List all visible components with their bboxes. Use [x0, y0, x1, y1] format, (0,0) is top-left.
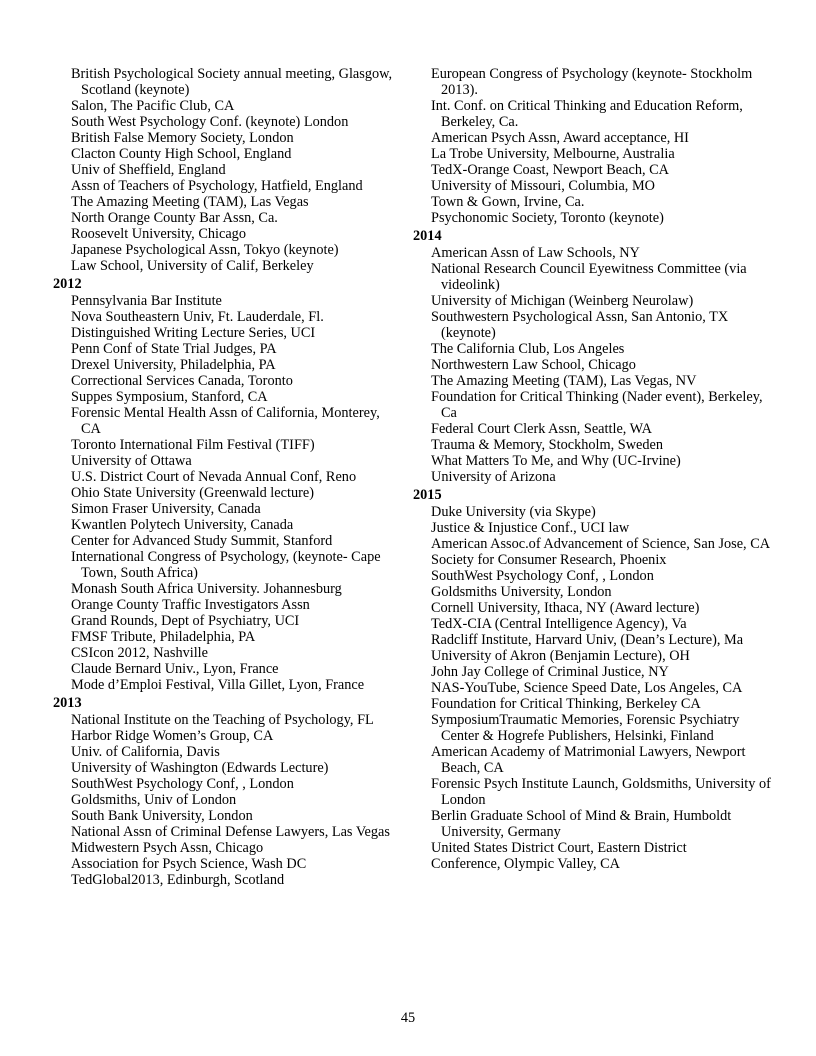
list-item: Clacton County High School, England [71, 146, 292, 162]
list-item: Goldsmiths University, London [431, 584, 612, 600]
list-item: National Assn of Criminal Defense Lawyers, Las Vegas [71, 824, 390, 840]
list-item: British False Memory Society, London [71, 130, 294, 146]
list-item: Psychonomic Society, Toronto (keynote) [431, 210, 664, 226]
list-item: University of Washington (Edwards Lecture) [71, 760, 329, 776]
list-item: What Matters To Me, and Why (UC-Irvine) [431, 453, 681, 469]
list-item: Pennsylvania Bar Institute [71, 293, 222, 309]
list-item: University of Ottawa [71, 453, 192, 469]
right-column [413, 66, 773, 872]
list-item: John Jay College of Criminal Justice, NY [431, 664, 669, 680]
list-item: Duke University (via Skype) [431, 504, 596, 520]
right-pre-list [413, 66, 773, 226]
year-heading-2015: 2015 [413, 487, 442, 503]
list-item: The Amazing Meeting (TAM), Las Vegas [71, 194, 309, 210]
list-item: NAS-YouTube, Science Speed Date, Los Angeles, CA [431, 680, 743, 696]
list-item: Foundation for Critical Thinking (Nader event), Berkeley, Ca [431, 389, 763, 421]
list-item: Japanese Psychological Assn, Tokyo (keynote) [71, 242, 339, 258]
list-item: Forensic Mental Health Assn of California, Monterey, CA [71, 405, 380, 437]
left-pre-list [53, 66, 398, 274]
list-item: La Trobe University, Melbourne, Australia [431, 146, 675, 162]
list-item: Ohio State University (Greenwald lecture) [71, 485, 314, 501]
list-item: FMSF Tribute, Philadelphia, PA [71, 629, 256, 645]
list-item: Northwestern Law School, Chicago [431, 357, 636, 373]
list-item: Claude Bernard Univ., Lyon, France [71, 661, 279, 677]
list-item: Foundation for Critical Thinking, Berkeley CA [431, 696, 701, 712]
list-item: Center for Advanced Study Summit, Stanford [71, 533, 333, 549]
list-item: American Assn of Law Schools, NY [431, 245, 640, 261]
list-item: Southwestern Psychological Assn, San Antonio, TX (keynote) [431, 309, 729, 341]
list-item: Monash South Africa University. Johannesburg [71, 581, 342, 597]
list-item: Trauma & Memory, Stockholm, Sweden [431, 437, 664, 453]
list-item: Justice & Injustice Conf., UCI law [431, 520, 630, 536]
list-item: International Congress of Psychology, (keynote- Cape Town, South Africa) [71, 549, 381, 581]
list-item: Toronto International Film Festival (TIFF) [71, 437, 315, 453]
list-item: University of Michigan (Weinberg Neurolaw) [431, 293, 694, 309]
list-item: Univ of Sheffield, England [71, 162, 226, 178]
list-item: Harbor Ridge Women’s Group, CA [71, 728, 274, 744]
list-item: TedX-Orange Coast, Newport Beach, CA [431, 162, 670, 178]
list-item: Simon Fraser University, Canada [71, 501, 261, 517]
list-2014 [413, 245, 773, 485]
list-item: The California Club, Los Angeles [431, 341, 625, 357]
list-item: National Institute on the Teaching of Psychology, FL [71, 712, 374, 728]
list-item: Univ. of California, Davis [71, 744, 220, 760]
list-2012 [53, 293, 398, 693]
list-item: Kwantlen Polytech University, Canada [71, 517, 294, 533]
list-item: Penn Conf of State Trial Judges, PA [71, 341, 277, 357]
list-item: TedGlobal2013, Edinburgh, Scotland [71, 872, 285, 888]
list-item: Conference, Olympic Valley, CA [431, 856, 620, 872]
list-item: University of Akron (Benjamin Lecture), OH [431, 648, 690, 664]
year-heading-2013: 2013 [53, 695, 82, 711]
list-item: TedX-CIA (Central Intelligence Agency), Va [431, 616, 687, 632]
list-item: United States District Court, Eastern District [431, 840, 687, 856]
list-item: Suppes Symposium, Stanford, CA [71, 389, 268, 405]
list-item: Berlin Graduate School of Mind & Brain, Humboldt University, Germany [431, 808, 732, 840]
list-item: American Assoc.of Advancement of Science, San Jose, CA [431, 536, 771, 552]
list-item: Society for Consumer Research, Phoenix [431, 552, 667, 568]
list-item: American Psych Assn, Award acceptance, HI [431, 130, 689, 146]
list-item: SouthWest Psychology Conf, , London [71, 776, 294, 792]
list-item: Orange County Traffic Investigators Assn [71, 597, 310, 613]
list-item: Town & Gown, Irvine, Ca. [431, 194, 585, 210]
list-2015 [413, 504, 773, 872]
list-item: European Congress of Psychology (keynote- Stockholm 2013). [431, 66, 753, 98]
list-item: University of Missouri, Columbia, MO [431, 178, 655, 194]
list-item: University of Arizona [431, 469, 556, 485]
list-item: The Amazing Meeting (TAM), Las Vegas, NV [431, 373, 697, 389]
list-item: SouthWest Psychology Conf, , London [431, 568, 654, 584]
list-item: Midwestern Psych Assn, Chicago [71, 840, 264, 856]
list-2013 [53, 712, 398, 888]
list-item: Int. Conf. on Critical Thinking and Education Reform, Berkeley, Ca. [431, 98, 743, 130]
list-item: Radcliff Institute, Harvard Univ, (Dean’s Lecture), Ma [431, 632, 744, 648]
list-item: North Orange County Bar Assn, Ca. [71, 210, 278, 226]
list-item: Forensic Psych Institute Launch, Goldsmiths, University of London [431, 776, 771, 808]
list-item: Mode d’Emploi Festival, Villa Gillet, Lyon, France [71, 677, 365, 693]
list-item: Nova Southeastern Univ, Ft. Lauderdale, Fl. [71, 309, 324, 325]
year-heading-2014: 2014 [413, 228, 442, 244]
list-item: CSIcon 2012, Nashville [71, 645, 209, 661]
list-item: Grand Rounds, Dept of Psychiatry, UCI [71, 613, 300, 629]
year-heading-2012: 2012 [53, 276, 82, 292]
list-item: Salon, The Pacific Club, CA [71, 98, 235, 114]
list-item: Distinguished Writing Lecture Series, UCI [71, 325, 316, 341]
list-item: Roosevelt University, Chicago [71, 226, 246, 242]
list-item: South West Psychology Conf. (keynote) London [71, 114, 349, 130]
list-item: SymposiumTraumatic Memories, Forensic Psychiatry Center & Hogrefe Publishers, Helsinki, Finland [431, 712, 740, 744]
list-item: Correctional Services Canada, Toronto [71, 373, 293, 389]
list-item: British Psychological Society annual meeting, Glasgow, Scotland (keynote) [71, 66, 393, 98]
list-item: Drexel University, Philadelphia, PA [71, 357, 276, 373]
list-item: Federal Court Clerk Assn, Seattle, WA [431, 421, 652, 437]
list-item: Law School, University of Calif, Berkeley [71, 258, 314, 274]
left-column [53, 66, 398, 888]
list-item: Assn of Teachers of Psychology, Hatfield, England [71, 178, 363, 194]
list-item: U.S. District Court of Nevada Annual Conf, Reno [71, 469, 357, 485]
list-item: National Research Council Eyewitness Committee (via videolink) [431, 261, 747, 293]
list-item: Cornell University, Ithaca, NY (Award lecture) [431, 600, 700, 616]
list-item: American Academy of Matrimonial Lawyers, Newport Beach, CA [431, 744, 746, 776]
list-item: Association for Psych Science, Wash DC [71, 856, 307, 872]
page-number: 45 [400, 1010, 416, 1026]
list-item: Goldsmiths, Univ of London [71, 792, 237, 808]
list-item: South Bank University, London [71, 808, 253, 824]
